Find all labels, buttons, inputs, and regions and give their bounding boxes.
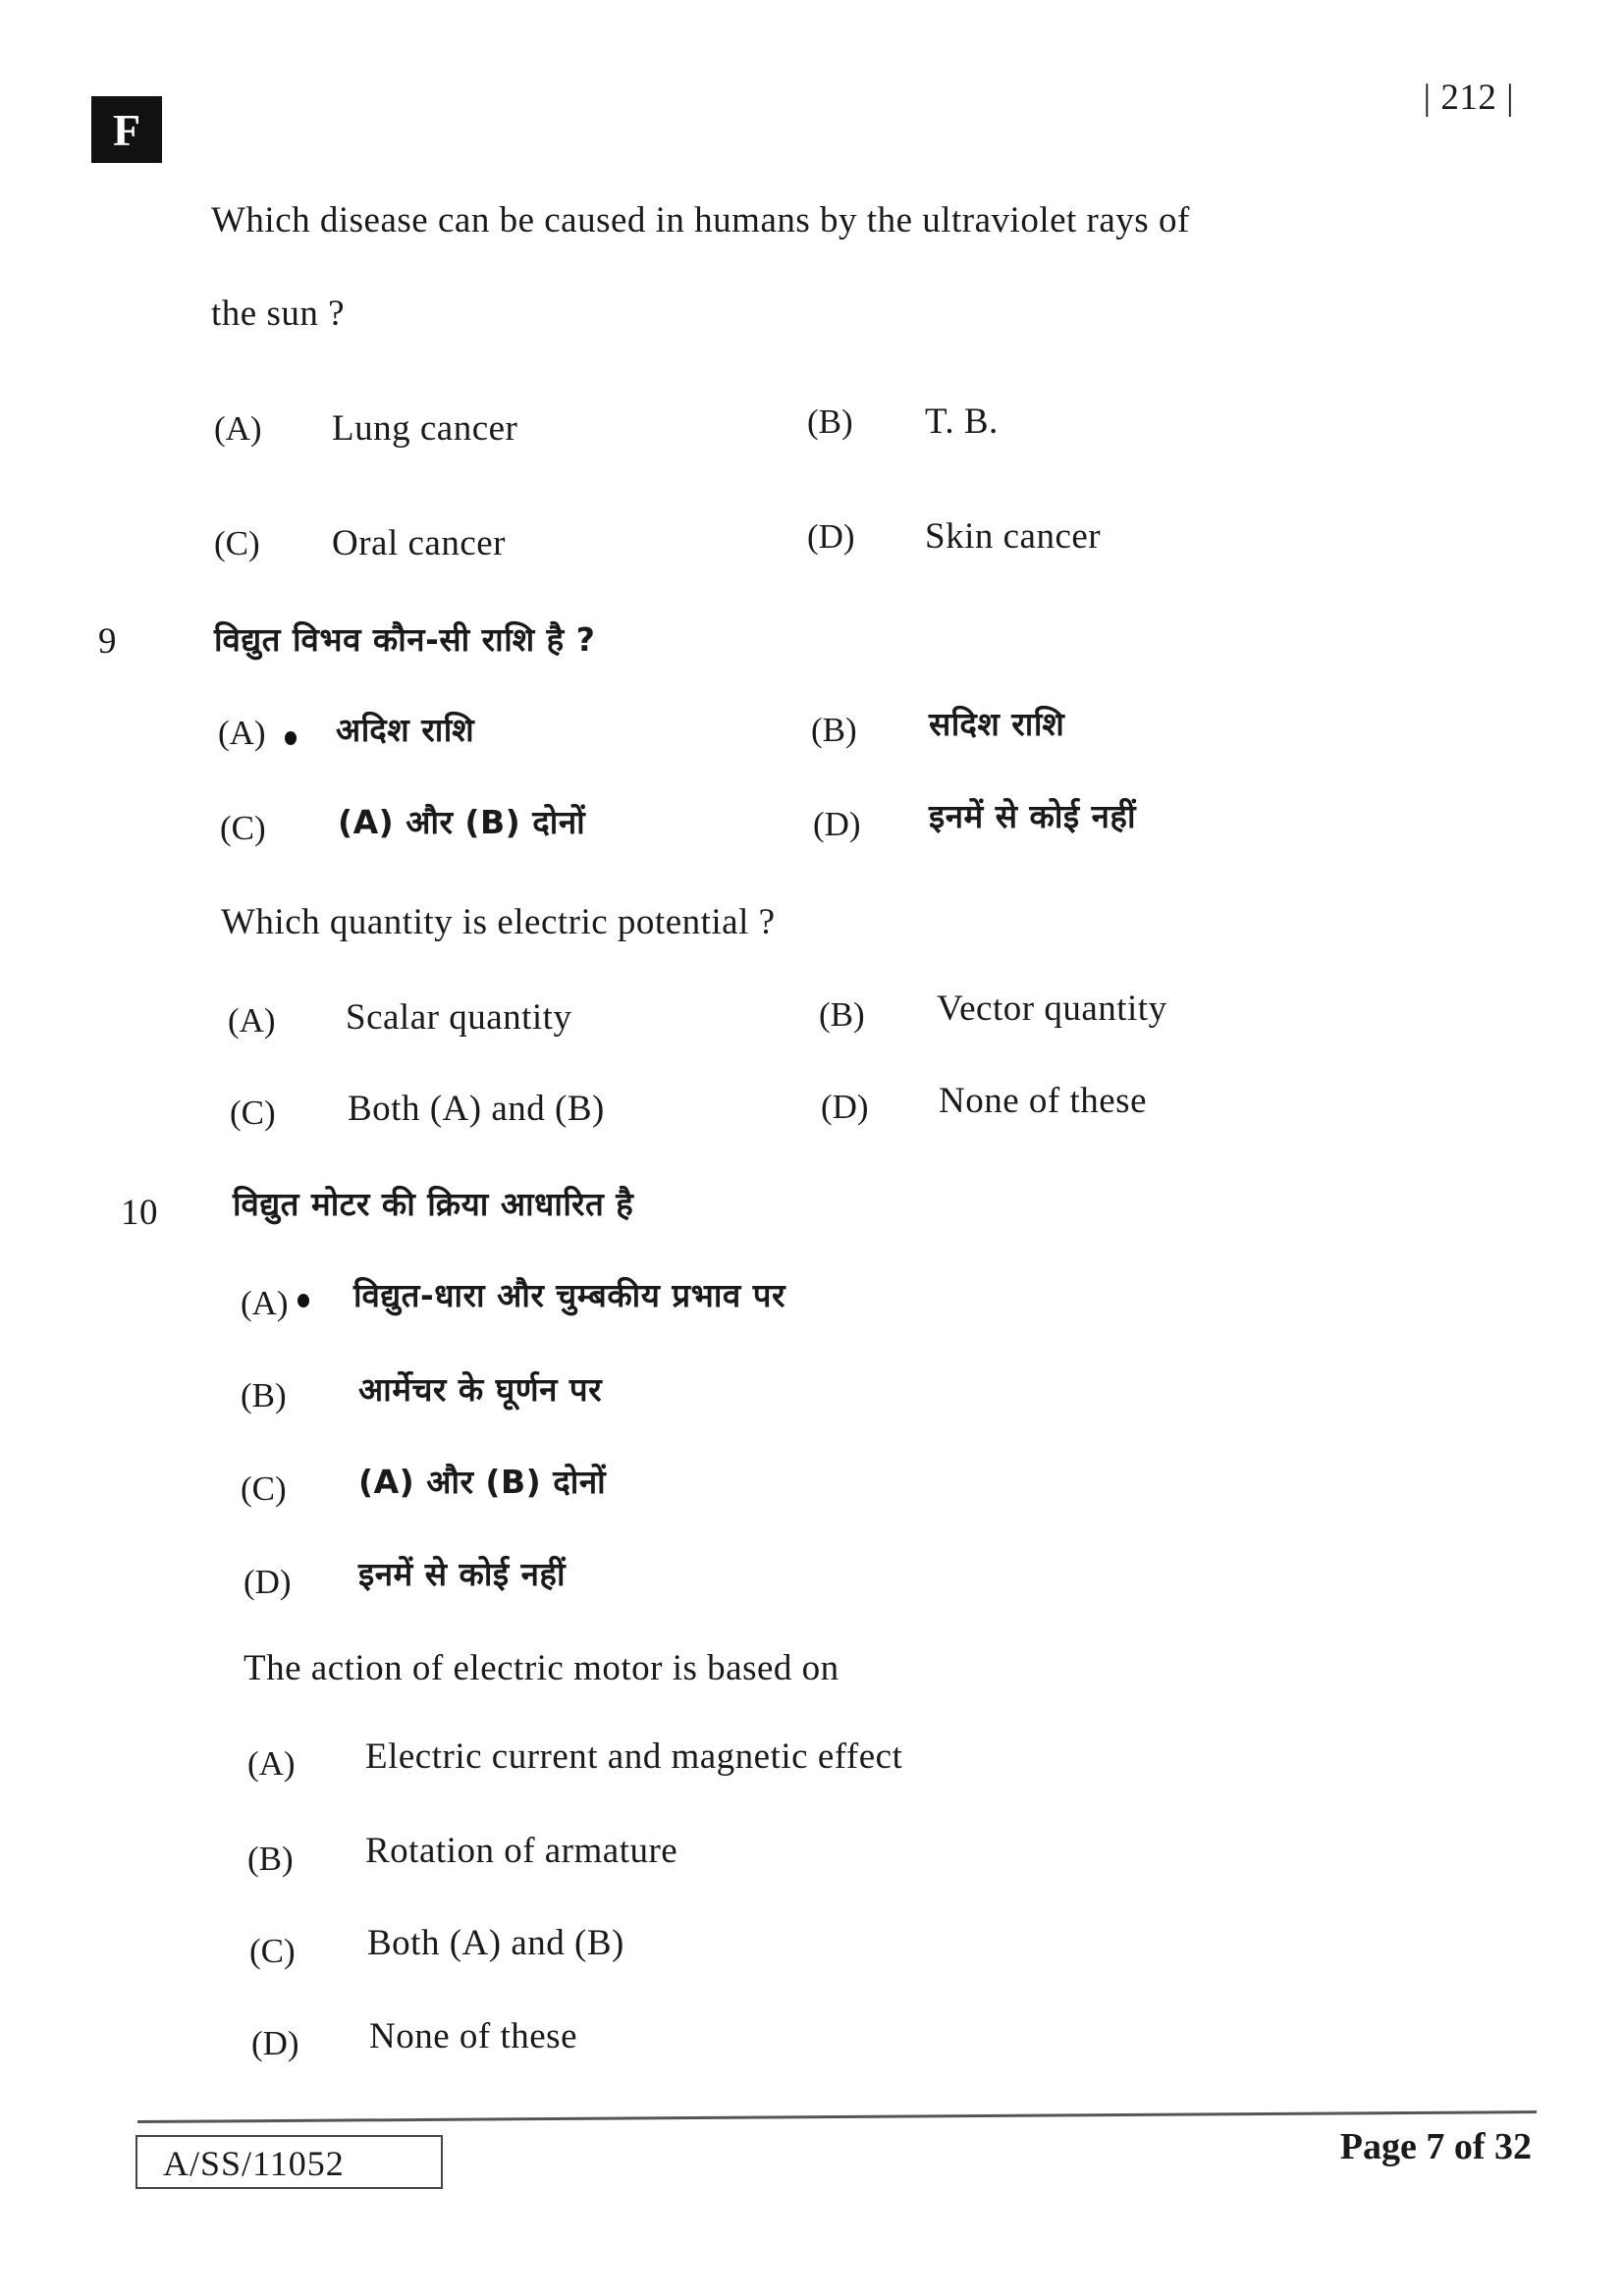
option-label: (B)	[819, 995, 865, 1034]
question-text: Which disease can be caused in humans by the ultraviolet rays of	[211, 200, 1190, 240]
option-label: (A)	[228, 1001, 276, 1040]
option-label: (A)	[218, 714, 266, 752]
option-text: Oral cancer	[332, 523, 507, 563]
option-text: (A) और (B) दोनों	[338, 803, 586, 841]
paper-code-header: | 212 |	[1423, 78, 1514, 118]
question-text: The action of electric motor is based on	[244, 1648, 839, 1688]
option-label: (D)	[821, 1088, 869, 1126]
option-text: इनमें से कोई नहीं	[929, 797, 1137, 835]
question-text: Which quantity is electric potential ?	[221, 902, 776, 942]
option-text: विद्युत-धारा और चुम्बकीय प्रभाव पर	[353, 1276, 785, 1314]
page-number: Page 7 of 32	[1339, 2126, 1532, 2167]
paper-code-box: A/SS/11052	[135, 2135, 443, 2189]
option-text: (A) और (B) दोनों	[358, 1463, 607, 1501]
option-label: (B)	[241, 1376, 287, 1415]
option-label: (B)	[807, 402, 853, 441]
option-label: (B)	[811, 711, 857, 749]
option-text: इनमें से कोई नहीं	[358, 1555, 567, 1593]
option-text: None of these	[369, 2016, 577, 2056]
option-text: Rotation of armature	[365, 1831, 678, 1871]
option-text: Lung cancer	[332, 408, 518, 449]
question-text-hindi: विद्युत विभव कौन-सी राशि है ?	[214, 620, 596, 659]
option-text: T. B.	[925, 401, 999, 442]
option-label: (A)	[241, 1284, 289, 1322]
option-text: None of these	[939, 1081, 1147, 1121]
option-text: Skin cancer	[925, 516, 1102, 557]
option-text: Scalar quantity	[346, 997, 572, 1038]
option-text: अदिश राशि	[336, 711, 475, 749]
option-text: सदिश राशि	[929, 705, 1065, 743]
footer-divider	[137, 2110, 1537, 2123]
option-label: (C)	[214, 524, 260, 562]
option-label: (C)	[230, 1094, 276, 1132]
option-label: (C)	[249, 1932, 296, 1970]
pen-mark	[298, 1294, 309, 1308]
option-label: (B)	[247, 1840, 294, 1878]
question-number: 9	[98, 621, 117, 662]
option-text: आर्मेचर के घूर्णन पर	[358, 1370, 603, 1409]
option-text: Both (A) and (B)	[367, 1923, 624, 1963]
option-label: (D)	[251, 2024, 299, 2062]
option-label: (D)	[807, 517, 855, 556]
option-label: (A)	[247, 1744, 296, 1783]
pen-mark	[285, 731, 297, 745]
question-text: the sun ?	[211, 294, 346, 334]
question-number: 10	[121, 1193, 158, 1233]
option-label: (D)	[244, 1563, 292, 1601]
option-text: Both (A) and (B)	[348, 1089, 605, 1129]
option-text: Electric current and magnetic effect	[365, 1736, 903, 1777]
question-text-hindi: विद्युत मोटर की क्रिया आधारित है	[233, 1185, 634, 1223]
option-label: (D)	[813, 805, 861, 843]
option-label: (A)	[214, 409, 262, 448]
set-letter-badge: F	[91, 96, 162, 163]
option-label: (C)	[241, 1469, 287, 1508]
option-text: Vector quantity	[937, 988, 1167, 1029]
option-label: (C)	[220, 809, 266, 847]
